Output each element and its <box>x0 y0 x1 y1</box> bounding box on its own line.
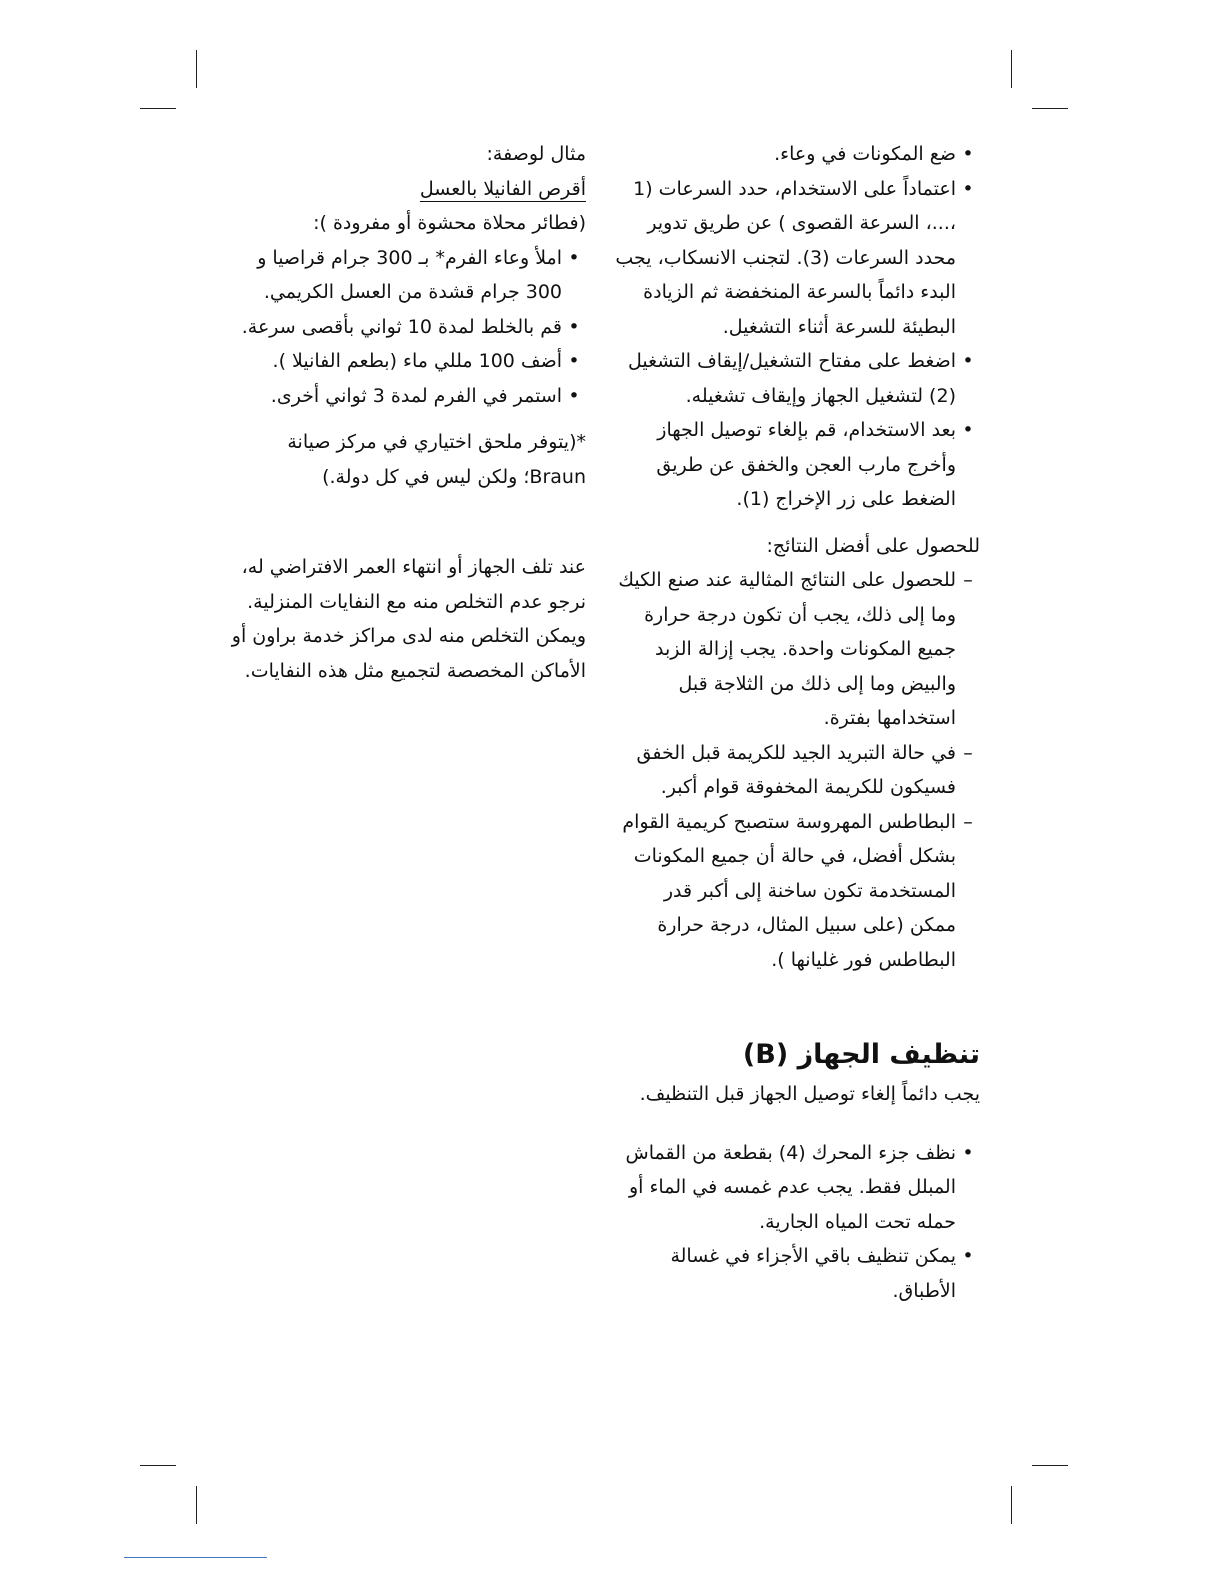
disposal-note: عند تلف الجهاز أو انتهاء العمر الافتراضي له، نرجو عدم التخلص منه مع النفايات المنزلية. ويمكن التخلص منه لدى مراكز خدمة براون أو الأماكن المخصصة لتجميع مثل هذه النفايات. <box>231 556 586 682</box>
usage-bullet: • اعتماداً على الاستخدام، حدد السرعات (1 ،...، السرعة القصوى ) عن طريق تدوير محدد السرعات (3). لتجنب الانسكاب، يجب البدء دائماً بالسرعة المنخفضة ثم الزيادة البطيئة للسرعة أثناء التشغيل. <box>614 172 980 345</box>
recipe-step: • أضف 100 مللي ماء (بطعم الفانيلا ). <box>226 344 586 379</box>
results-item: – في حالة التبريد الجيد للكريمة قبل الخفق فسيكون للكريمة المخفوقة قوام أكبر. <box>614 736 980 805</box>
crop-mark-top-left-vertical <box>196 50 197 88</box>
crop-mark-top-right-horizontal <box>1032 108 1068 109</box>
usage-bullet: • ضع المكونات في وعاء. <box>614 137 980 172</box>
crop-mark-top-right-vertical <box>1011 50 1012 88</box>
cleaning-note: يجب دائماً إلغاء توصيل الجهاز قبل التنظيف. <box>639 1083 980 1105</box>
usage-bullet: • اضغط على مفتاح التشغيل/إيقاف التشغيل (2) لتشغيل الجهاز وإيقاف تشغيله. <box>614 344 980 413</box>
crop-mark-bottom-right-vertical <box>1011 1486 1012 1524</box>
results-item: – البطاطس المهروسة ستصبح كريمية القوام بشكل أفضل، في حالة أن جميع المكونات المستخدمة تكون ساخنة إلى أكبر قدر ممكن (على سبيل المثال، درجة حرارة البطاطس فور غليانها ). <box>614 805 980 978</box>
accessory-note: *(يتوفر ملحق اختياري في مركز صيانة Braun؛ ولكن ليس في كل دولة.) <box>287 431 586 488</box>
results-list <box>614 563 980 977</box>
left-column <box>226 137 586 688</box>
recipe-step: • استمر في الفرم لمدة 3 ثواني أخرى. <box>226 379 586 414</box>
results-heading: للحصول على أفضل النتائج: <box>766 534 980 557</box>
recipe-subtitle: (فطائر محلاة محشوة أو مفرودة ): <box>313 212 586 234</box>
recipe-steps-list <box>226 241 586 414</box>
cleaning-bullet: • نظف جزء المحرك (4) بقطعة من القماش المبلل فقط. يجب عدم غمسه في الماء أو حمله تحت المياه الجارية. <box>614 1136 980 1240</box>
results-item: – للحصول على النتائج المثالية عند صنع الكيك وما إلى ذلك، يجب أن تكون درجة حرارة جميع المكونات واحدة. يجب إزالة الزبد والبيض وما إلى ذلك من الثلاجة قبل استخدامها بفترة. <box>614 563 980 736</box>
usage-bullet-list <box>614 137 980 517</box>
crop-mark-top-left-horizontal <box>140 108 176 109</box>
recipe-label: مثال لوصفة: <box>486 143 586 165</box>
cleaning-section-title: تنظيف الجهاز (B) <box>742 1039 980 1070</box>
recipe-step: • املأ وعاء الفرم* بـ 300 جرام قراصيا و 300 جرام قشدة من العسل الكريمي. <box>226 241 586 310</box>
crop-mark-bottom-left-horizontal <box>140 1465 176 1466</box>
footer-line <box>124 1557 267 1558</box>
cleaning-bullet-list <box>614 1136 980 1309</box>
recipe-title: أقرص الفانيلا بالعسل <box>419 177 586 200</box>
cleaning-bullet: • يمكن تنظيف باقي الأجزاء في غسالة الأطباق. <box>614 1239 980 1308</box>
crop-mark-bottom-right-horizontal <box>1032 1465 1068 1466</box>
crop-mark-bottom-left-vertical <box>196 1486 197 1524</box>
recipe-step: • قم بالخلط لمدة 10 ثواني بأقصى سرعة. <box>226 310 586 345</box>
usage-bullet: • بعد الاستخدام، قم بإلغاء توصيل الجهاز وأخرج مارب العجن والخفق عن طريق الضغط على زر الإخراج (1). <box>614 413 980 517</box>
right-column <box>614 137 980 1308</box>
